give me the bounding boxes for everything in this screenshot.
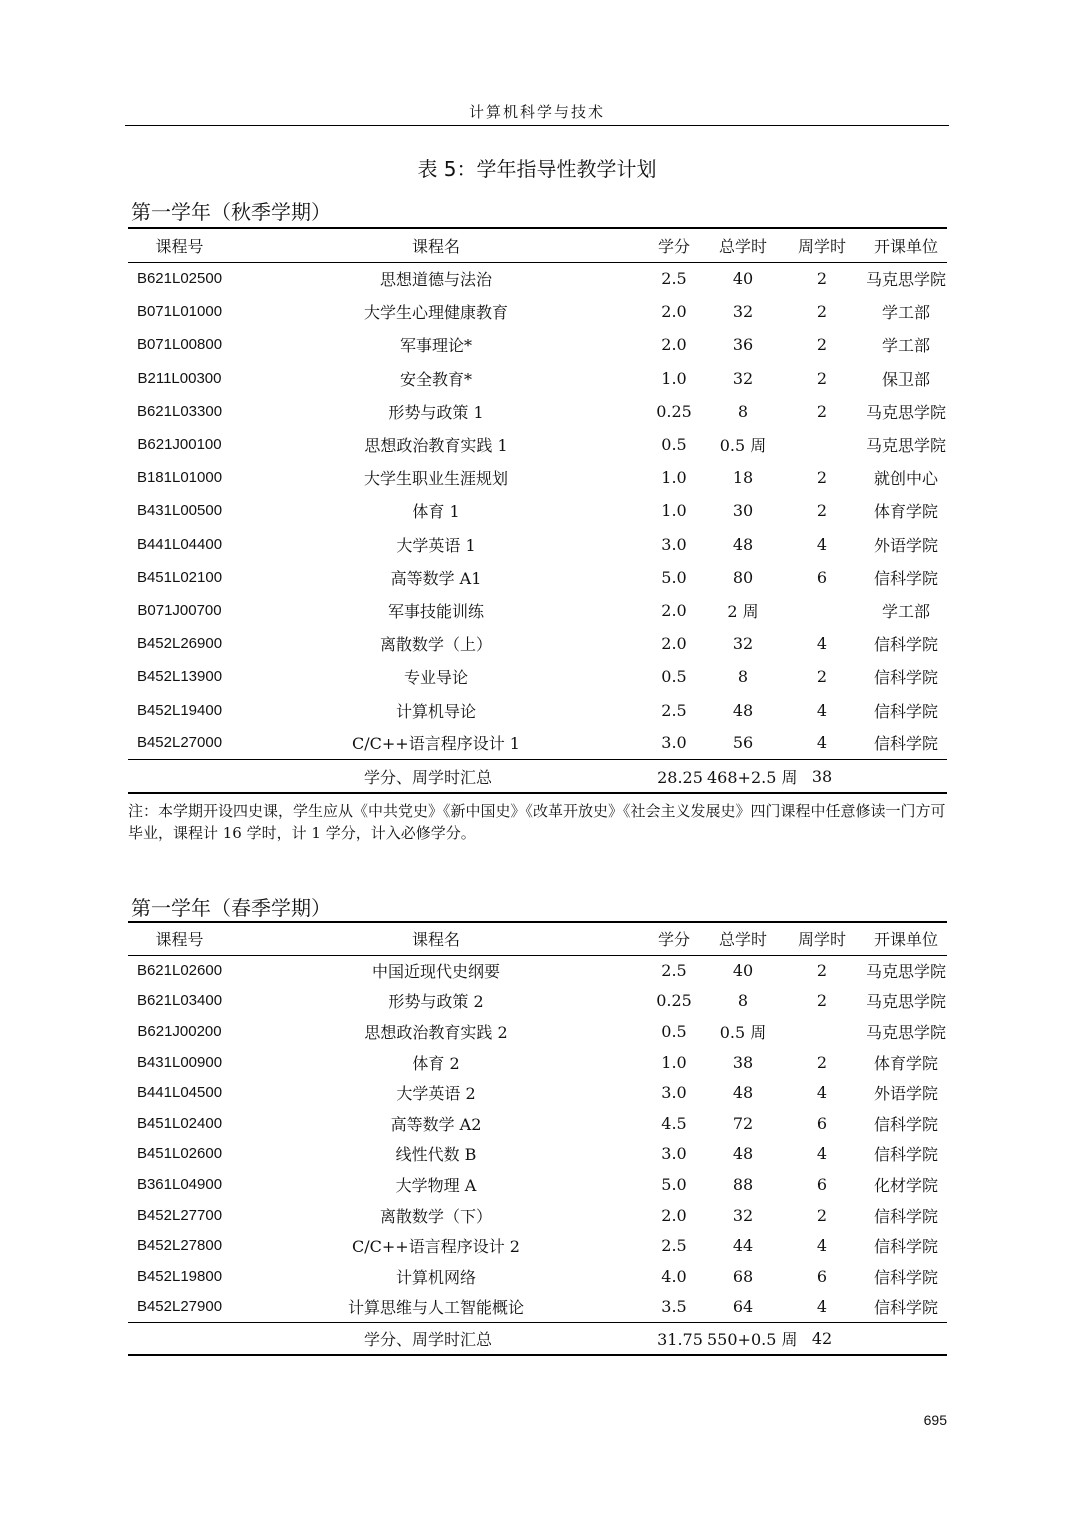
- course-department: 学工部: [881, 336, 930, 356]
- total-hours: 468+2.5 周: [707, 760, 779, 793]
- course-name: 高等数学 A1: [390, 568, 482, 588]
- course-weekly-hours: 4: [816, 1144, 828, 1164]
- course-weekly-hours: 6: [816, 567, 828, 587]
- table-row: [128, 727, 947, 760]
- course-code: B452L27800: [136, 1237, 223, 1255]
- course-department: 马克思学院: [865, 436, 946, 456]
- course-credits: 2.5: [661, 1236, 687, 1256]
- course-weekly-hours: 4: [816, 1083, 828, 1103]
- course-department: 马克思学院: [865, 992, 946, 1012]
- course-hours: 48: [732, 534, 754, 554]
- column-header: 总学时: [707, 228, 779, 262]
- page-number: 695: [923, 1412, 947, 1428]
- course-hours: 0.5 周: [719, 436, 767, 456]
- semester1-total-row: [128, 760, 947, 793]
- course-code: B071L01000: [136, 303, 223, 321]
- total-empty: [865, 1322, 947, 1355]
- course-name: 大学英语 1: [396, 535, 476, 555]
- course-code: B452L13900: [136, 668, 223, 686]
- table-row: [128, 494, 947, 527]
- course-credits: 2.0: [661, 1205, 687, 1225]
- course-department: 马克思学院: [865, 402, 946, 422]
- table-row: [128, 1108, 947, 1139]
- course-name: 形势与政策 1: [388, 402, 484, 422]
- total-weekly: 38: [779, 760, 865, 793]
- semester2-rows: [128, 955, 947, 1322]
- course-credits: 4.5: [661, 1113, 687, 1133]
- course-name: 计算机网络: [395, 1267, 476, 1287]
- course-code: B452L27900: [136, 1298, 223, 1316]
- semester1-rows: [128, 262, 947, 760]
- column-header: 周学时: [779, 922, 865, 955]
- course-name: 计算机导论: [395, 701, 476, 721]
- course-code: B621J00200: [137, 1022, 222, 1040]
- table-row: [128, 561, 947, 594]
- course-name: 离散数学（下）: [379, 1206, 492, 1226]
- course-code: B431L00900: [136, 1053, 223, 1071]
- table-row: [128, 1261, 947, 1292]
- course-credits: 5.0: [661, 1174, 687, 1194]
- course-weekly-hours: 2: [816, 991, 828, 1011]
- course-code: B621L03400: [136, 992, 223, 1010]
- course-name: 安全教育*: [399, 369, 472, 389]
- course-weekly-hours: 2: [816, 501, 828, 521]
- course-name: 大学生职业生涯规划: [363, 469, 508, 489]
- course-department: 信科学院: [873, 1145, 938, 1165]
- course-credits: 0.25: [656, 991, 692, 1011]
- semester2-total-row: [128, 1322, 947, 1355]
- table-row: [128, 328, 947, 361]
- course-hours: 48: [732, 1144, 754, 1164]
- table-row: [128, 660, 947, 693]
- course-weekly-hours: 2: [816, 269, 828, 289]
- course-name: 计算思维与人工智能概论: [347, 1298, 524, 1318]
- total-label: 学分、周学时汇总: [363, 1329, 492, 1349]
- course-hours: 32: [732, 368, 754, 388]
- course-name: 思想道德与法治: [379, 270, 492, 290]
- course-name: 专业导论: [403, 668, 468, 688]
- course-credits: 0.5: [661, 435, 687, 455]
- semester1-note: 注：本学期开设四史课，学生应从《中共党史》《新中国史》《改革开放史》《社会主义发展史》四门课程中任意修读一门方可毕业，课程计 16 学时，计 1 学分，计入必修学分。: [128, 802, 946, 842]
- course-name: 体育 1: [412, 502, 460, 522]
- course-weekly-hours: 2: [816, 961, 828, 981]
- course-name: 大学英语 2: [396, 1084, 476, 1104]
- table-row: [128, 1016, 947, 1047]
- course-weekly-hours: [779, 1016, 865, 1047]
- course-department: 学工部: [881, 303, 930, 323]
- column-header: 课程名: [231, 228, 641, 262]
- course-department: 外语学院: [873, 1084, 938, 1104]
- column-header: 课程号: [128, 228, 231, 262]
- course-credits: 2.0: [661, 600, 687, 620]
- course-credits: 2.5: [661, 961, 687, 981]
- course-code: B621L02500: [136, 270, 223, 288]
- course-code: B211L00300: [137, 369, 222, 387]
- semester2-title: 第一学年（春季学期）: [131, 896, 331, 920]
- column-header: 学分: [641, 228, 707, 262]
- course-department: 马克思学院: [865, 1022, 946, 1042]
- course-department: 信科学院: [873, 668, 938, 688]
- table-row: [128, 395, 947, 428]
- course-code: B452L27000: [136, 734, 223, 752]
- course-name: 思想政治教育实践 1: [364, 436, 508, 456]
- course-code: B181L01000: [136, 469, 223, 487]
- total-label-cell: 学分、周学时汇总 28.25: [128, 760, 707, 793]
- course-hours: 44: [732, 1236, 754, 1256]
- course-code: B621L02600: [136, 962, 223, 980]
- course-hours: 48: [732, 700, 754, 720]
- course-name: 中国近现代史纲要: [371, 962, 500, 982]
- course-credits: 2.5: [661, 700, 687, 720]
- course-name: 军事技能训练: [387, 601, 484, 621]
- course-name: 大学物理 A: [395, 1175, 477, 1195]
- table-row: [128, 262, 947, 295]
- course-credits: 3.0: [661, 534, 687, 554]
- total-label: 学分、周学时汇总: [363, 767, 492, 787]
- course-department: 马克思学院: [865, 270, 946, 290]
- course-code: B361L04900: [136, 1175, 223, 1193]
- course-weekly-hours: [779, 428, 865, 461]
- course-weekly-hours: 6: [816, 1174, 828, 1194]
- course-hours: 18: [732, 468, 754, 488]
- course-hours: 32: [732, 634, 754, 654]
- semester2-table: [128, 921, 947, 1356]
- course-hours: 40: [732, 961, 754, 981]
- course-weekly-hours: 4: [816, 700, 828, 720]
- course-name: 体育 2: [412, 1053, 460, 1073]
- course-code: B071L00800: [136, 336, 223, 354]
- table-row: [128, 1077, 947, 1108]
- course-department: 信科学院: [873, 568, 938, 588]
- course-credits: 1.0: [661, 501, 687, 521]
- column-header: 开课单位: [865, 922, 947, 955]
- course-name: 形势与政策 2: [388, 992, 484, 1012]
- course-code: B071J00700: [137, 601, 222, 619]
- table-header-row: [128, 228, 947, 262]
- course-weekly-hours: [779, 594, 865, 627]
- semester1-title: 第一学年（秋季学期）: [131, 200, 331, 224]
- course-weekly-hours: 2: [816, 1205, 828, 1225]
- course-name: 大学生心理健康教育: [363, 303, 508, 323]
- course-hours: 68: [732, 1266, 754, 1286]
- course-weekly-hours: 4: [816, 1236, 828, 1256]
- table-row: [128, 955, 947, 986]
- course-weekly-hours: 4: [816, 733, 828, 753]
- table-row: [128, 528, 947, 561]
- course-credits: 2.0: [661, 302, 687, 322]
- course-weekly-hours: 4: [816, 1297, 828, 1317]
- course-credits: 3.0: [661, 733, 687, 753]
- course-code: B431L00500: [136, 502, 223, 520]
- course-credits: 1.0: [661, 1052, 687, 1072]
- course-department: 体育学院: [873, 502, 938, 522]
- course-weekly-hours: 4: [816, 634, 828, 654]
- total-empty: [865, 760, 947, 793]
- course-name: 线性代数 B: [395, 1145, 477, 1165]
- table-row: [128, 986, 947, 1017]
- course-hours: 0.5 周: [719, 1022, 767, 1042]
- course-department: 学工部: [881, 601, 930, 621]
- course-hours: 64: [732, 1297, 754, 1317]
- course-department: 就创中心: [873, 469, 938, 489]
- course-code: B441L04400: [136, 535, 223, 553]
- course-credits: 2.5: [661, 269, 687, 289]
- course-code: B452L19800: [136, 1267, 223, 1285]
- course-department: 信科学院: [873, 1298, 938, 1318]
- table-row: [128, 1292, 947, 1323]
- course-weekly-hours: 2: [816, 368, 828, 388]
- course-hours: 38: [732, 1052, 754, 1072]
- course-department: 马克思学院: [865, 962, 946, 982]
- course-name: 离散数学（上）: [379, 635, 492, 655]
- course-credits: 2.0: [661, 335, 687, 355]
- course-department: 外语学院: [873, 535, 938, 555]
- course-department: 信科学院: [873, 734, 938, 754]
- column-header: 学分: [641, 922, 707, 955]
- course-hours: 32: [732, 1205, 754, 1225]
- semester1-table: [128, 227, 947, 794]
- running-header: 计算机科学与技术: [125, 100, 949, 126]
- course-code: B452L27700: [136, 1206, 223, 1224]
- course-credits: 3.0: [661, 1144, 687, 1164]
- course-hours: 8: [737, 401, 749, 421]
- document-title: 表 5：学年指导性教学计划: [417, 157, 657, 181]
- course-weekly-hours: 4: [816, 534, 828, 554]
- course-code: B451L02100: [136, 568, 223, 586]
- course-department: 信科学院: [873, 701, 938, 721]
- table-row: [128, 1047, 947, 1078]
- course-hours: 40: [732, 269, 754, 289]
- course-credits: 5.0: [661, 567, 687, 587]
- course-hours: 8: [737, 991, 749, 1011]
- course-hours: 88: [732, 1174, 754, 1194]
- course-name: C/C++语言程序设计 2: [352, 1237, 520, 1257]
- column-header: 课程名: [231, 922, 641, 955]
- course-credits: 2.0: [661, 634, 687, 654]
- table-header-row: [128, 922, 947, 955]
- course-department: 保卫部: [881, 369, 930, 389]
- course-code: B621J00100: [137, 436, 222, 454]
- course-credits: 0.25: [656, 401, 692, 421]
- course-hours: 8: [737, 667, 749, 687]
- course-weekly-hours: 6: [816, 1266, 828, 1286]
- course-name: 思想政治教育实践 2: [364, 1022, 508, 1042]
- course-weekly-hours: 6: [816, 1113, 828, 1133]
- course-weekly-hours: 2: [816, 468, 828, 488]
- course-credits: 0.5: [661, 667, 687, 687]
- column-header: 周学时: [779, 228, 865, 262]
- course-hours: 32: [732, 302, 754, 322]
- table-row: [128, 594, 947, 627]
- table-row: [128, 295, 947, 328]
- course-credits: 1.0: [661, 368, 687, 388]
- course-code: B621L03300: [136, 402, 223, 420]
- table-row: [128, 1230, 947, 1261]
- total-hours: 550+0.5 周: [707, 1322, 779, 1355]
- course-department: 信科学院: [873, 635, 938, 655]
- course-credits: 0.5: [661, 1021, 687, 1041]
- course-hours: 56: [732, 733, 754, 753]
- course-name: 军事理论*: [399, 336, 472, 356]
- course-weekly-hours: 2: [816, 401, 828, 421]
- column-header: 总学时: [707, 922, 779, 955]
- course-code: B452L19400: [136, 701, 223, 719]
- course-hours: 80: [732, 567, 754, 587]
- course-hours: 2 周: [727, 601, 759, 621]
- total-weekly: 42: [779, 1322, 865, 1355]
- course-weekly-hours: 2: [816, 1052, 828, 1072]
- course-department: 体育学院: [873, 1053, 938, 1073]
- table-row: [128, 1200, 947, 1231]
- course-hours: 48: [732, 1083, 754, 1103]
- course-hours: 36: [732, 335, 754, 355]
- total-label-cell: 学分、周学时汇总 31.75: [128, 1322, 707, 1355]
- course-credits: 3.5: [661, 1297, 687, 1317]
- course-name: 高等数学 A2: [390, 1114, 482, 1134]
- course-code: B452L26900: [136, 635, 223, 653]
- table-row: [128, 1139, 947, 1170]
- column-header: 开课单位: [865, 228, 947, 262]
- table-row: [128, 461, 947, 494]
- course-credits: 4.0: [661, 1266, 687, 1286]
- course-department: 信科学院: [873, 1114, 938, 1134]
- course-credits: 1.0: [661, 468, 687, 488]
- course-hours: 30: [732, 501, 754, 521]
- course-credits: 3.0: [661, 1083, 687, 1103]
- course-weekly-hours: 2: [816, 667, 828, 687]
- course-department: 信科学院: [873, 1237, 938, 1257]
- course-name: C/C++语言程序设计 1: [352, 734, 520, 754]
- table-row: [128, 362, 947, 395]
- course-weekly-hours: 2: [816, 302, 828, 322]
- column-header: 课程号: [128, 922, 231, 955]
- course-department: 化材学院: [873, 1175, 938, 1195]
- table-row: [128, 693, 947, 726]
- course-code: B451L02400: [136, 1114, 223, 1132]
- course-code: B441L04500: [136, 1084, 223, 1102]
- course-code: B451L02600: [136, 1145, 223, 1163]
- course-weekly-hours: 2: [816, 335, 828, 355]
- table-row: [128, 428, 947, 461]
- table-row: [128, 627, 947, 660]
- course-department: 信科学院: [873, 1206, 938, 1226]
- table-row: [128, 1169, 947, 1200]
- course-hours: 72: [732, 1113, 754, 1133]
- course-department: 信科学院: [873, 1267, 938, 1287]
